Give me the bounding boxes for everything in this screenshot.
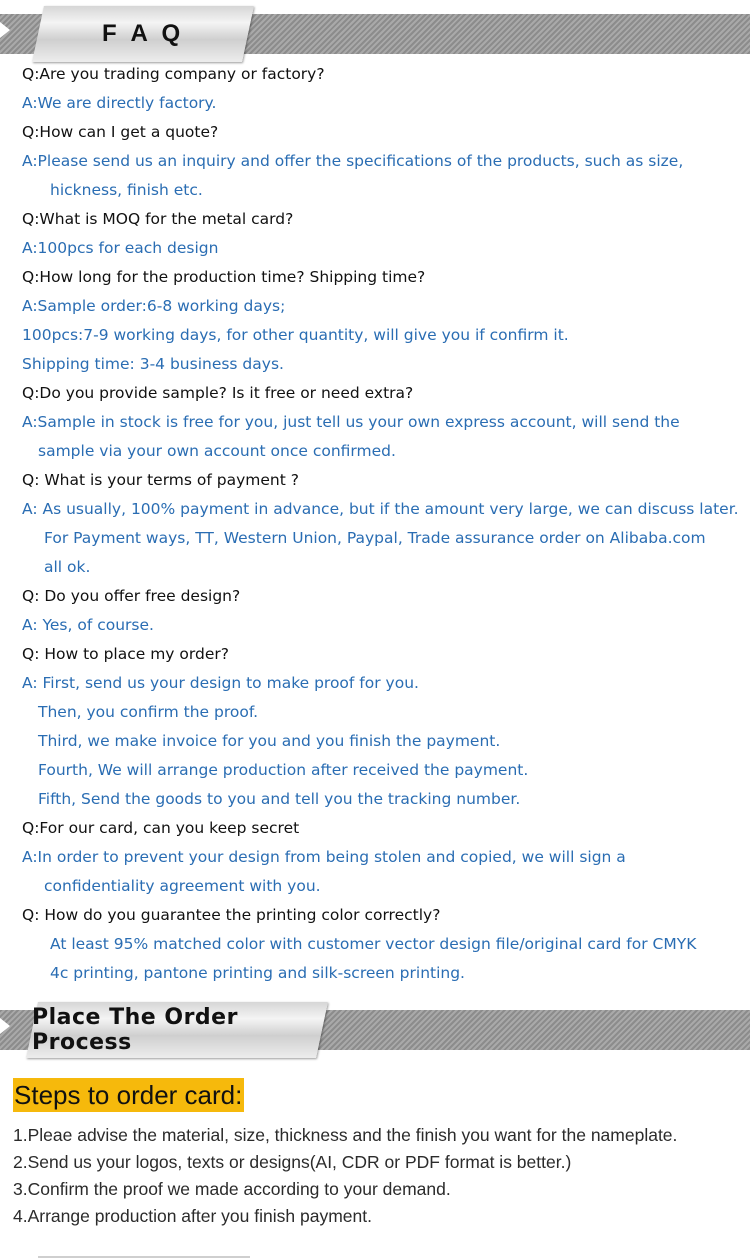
step-item: 2.Send us your logos, texts or designs(AI, CDR or PDF format is better.) [13, 1152, 572, 1172]
faq-answer: A:Please send us an inquiry and offer the specifications of the products, such as size, [22, 152, 684, 170]
faq-question: Q: How do you guarantee the printing color correctly? [22, 906, 441, 924]
divider [38, 1256, 250, 1258]
faq-answer: A:We are directly factory. [22, 94, 217, 112]
process-banner [0, 1005, 750, 1055]
faq-answer: At least 95% matched color with customer vector design file/original card for CMYK [50, 935, 697, 953]
faq-answer: Then, you confirm the proof. [38, 703, 259, 721]
step-item: 1.Pleae advise the material, size, thickness and the finish you want for the nameplate. [13, 1125, 678, 1145]
faq-title: F A Q [101, 20, 185, 47]
faq-answer: A: Yes, of course. [22, 616, 154, 634]
faq-question: Q:Do you provide sample? Is it free or need extra? [22, 384, 414, 402]
order-steps [13, 1078, 677, 1230]
faq-answer: A: First, send us your design to make proof for you. [22, 674, 419, 692]
faq-answer: Shipping time: 3-4 business days. [22, 355, 284, 373]
faq-question: Q:What is MOQ for the metal card? [22, 210, 294, 228]
faq-answer: Third, we make invoice for you and you finish the payment. [38, 732, 501, 750]
process-title: Place The Order Process [32, 1005, 238, 1055]
faq-answer: 4c printing, pantone printing and silk-screen printing. [50, 964, 465, 982]
faq-answer: all ok. [44, 558, 91, 576]
faq-question: Q: What is your terms of payment ? [22, 471, 299, 489]
faq-question: Q:For our card, can you keep secret [22, 819, 300, 837]
faq-banner [0, 14, 750, 54]
faq-answer: For Payment ways, TT, Western Union, Paypal, Trade assurance order on Alibaba.com [44, 529, 706, 547]
faq-question: Q:How can I get a quote? [22, 123, 219, 141]
faq-answer: sample via your own account once confirmed. [38, 442, 396, 460]
faq-answer: hickness, finish etc. [50, 181, 203, 199]
step-item: 4.Arrange production after you finish payment. [13, 1206, 372, 1226]
faq-answer: confidentiality agreement with you. [44, 877, 321, 895]
faq-answer: Fifth, Send the goods to you and tell you the tracking number. [38, 790, 521, 808]
faq-answer: Fourth, We will arrange production after received the payment. [38, 761, 529, 779]
steps-title: Steps to order card: [14, 1080, 243, 1110]
faq-question: Q: Do you offer free design? [22, 587, 241, 605]
faq-answer: 100pcs:7-9 working days, for other quantity, will give you if confirm it. [22, 326, 569, 344]
faq-answer: A:100pcs for each design [22, 239, 219, 257]
faq-answer: A: As usually, 100% payment in advance, but if the amount very large, we can discuss later. [22, 500, 739, 518]
faq-answer: A:In order to prevent your design from being stolen and copied, we will sign a [22, 848, 626, 866]
faq-question: Q: How to place my order? [22, 645, 229, 663]
process-plate [26, 1002, 328, 1058]
faq-answer: A:Sample order:6-8 working days; [22, 297, 286, 315]
faq-question: Q:Are you trading company or factory? [22, 65, 325, 83]
faq-plate [32, 6, 254, 62]
banner-notch [0, 1018, 10, 1034]
faq-answer: A:Sample in stock is free for you, just tell us your own express account, will send the [22, 413, 680, 431]
step-item: 3.Confirm the proof we made according to your demand. [13, 1179, 451, 1199]
banner-notch [0, 22, 10, 38]
faq-question: Q:How long for the production time? Shipping time? [22, 268, 426, 286]
